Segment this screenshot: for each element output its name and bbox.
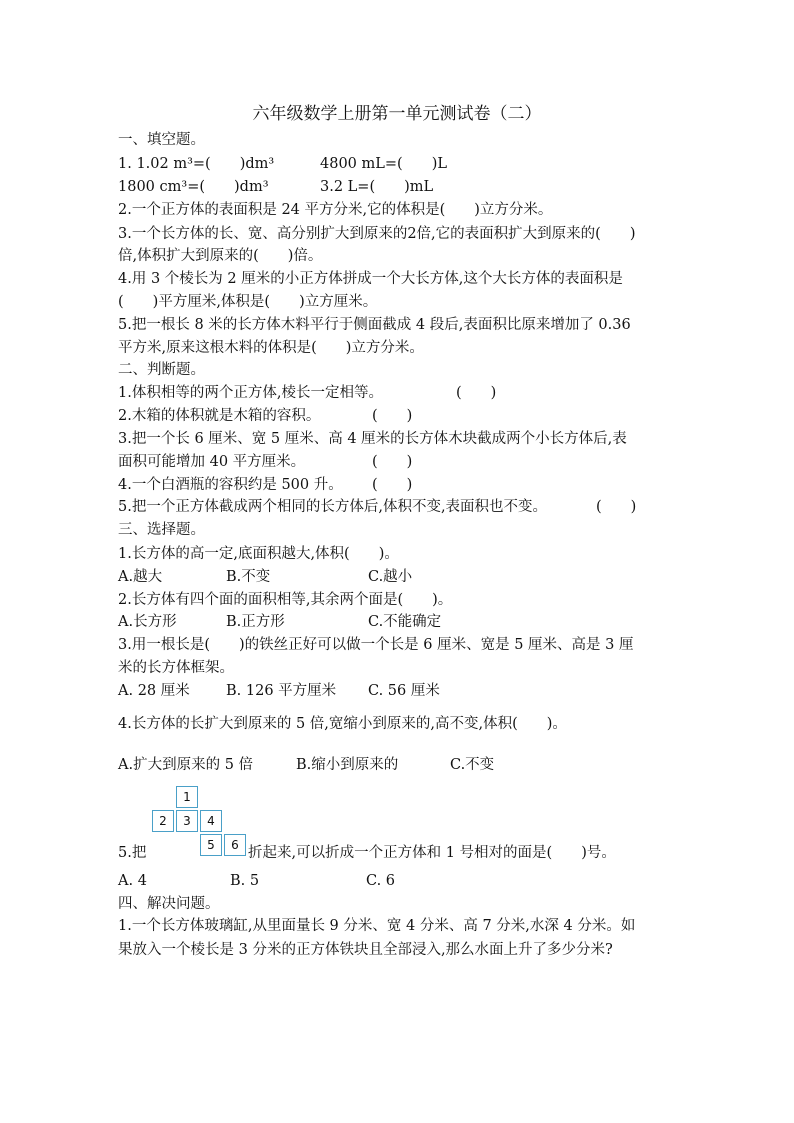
fill-q4-line1: 4.用 3 个棱长为 2 厘米的小正方体拼成一个大长方体,这个大长方体的表面积是 [118, 271, 623, 287]
section-heading-solve: 四、解决问题。 [118, 896, 220, 912]
net-cell-3: 3 [176, 810, 198, 832]
choice-q3-line2: 米的长方体框架。 [118, 660, 234, 676]
choice-q2-option-b: B.正方形 [226, 614, 285, 630]
choice-q2-option-c: C.不能确定 [368, 614, 442, 630]
fill-q2: 2.一个正方体的表面积是 24 平方分米,它的体积是( )立方分米。 [118, 202, 553, 218]
judge-q2-text: 2.木箱的体积就是木箱的容积。 [118, 408, 321, 424]
choice-q4: 4.长方体的长扩大到原来的 5 倍,宽缩小到原来的,高不变,体积( )。 [118, 716, 567, 732]
choice-q3-option-a: A. 28 厘米 [118, 683, 190, 699]
judge-q3-line2 [118, 452, 678, 472]
choice-q5 [118, 843, 678, 863]
fill-q1c: 1800 cm³=( )dm³ [118, 179, 269, 195]
choice-q4-option-a: A.扩大到原来的 5 倍 [118, 757, 254, 773]
judge-q1 [118, 383, 678, 403]
section-heading-fill: 一、填空题。 [118, 132, 205, 148]
judge-q5-text: 5.把一个正方体截成两个相同的长方体后,体积不变,表面积也不变。 [118, 499, 548, 515]
choice-q1-option-a: A.越大 [118, 569, 163, 585]
net-cell-4: 4 [200, 810, 222, 832]
fill-q5-line2: 平方米,原来这根木料的体积是( )立方分米。 [118, 340, 424, 356]
fill-q1d: 3.2 L=( )mL [320, 179, 434, 195]
choice-q1-option-b: B.不变 [226, 569, 271, 585]
choice-q1: 1.长方体的高一定,底面积越大,体积( )。 [118, 546, 399, 562]
judge-q1-text: 1.体积相等的两个正方体,棱长一定相等。 [118, 385, 383, 401]
judge-q3-answer-blank: ( ) [372, 454, 413, 470]
choice-q5-option-a: A. 4 [118, 873, 147, 889]
choice-q2-option-a: A.长方形 [118, 614, 177, 630]
judge-q2 [118, 406, 678, 426]
judge-q5 [118, 497, 678, 517]
fill-q3-line2: 倍,体积扩大到原来的( )倍。 [118, 248, 323, 264]
choice-q5-text: 折起来,可以折成一个正方体和 1 号相对的面是( )号。 [248, 845, 616, 861]
fill-q1-row2 [118, 177, 678, 197]
net-cell-6: 6 [224, 834, 246, 856]
choice-q3-line1: 3.用一根长是( )的铁丝正好可以做一个长是 6 厘米、宽是 5 厘米、高是 3 厘 [118, 637, 634, 653]
choice-q2: 2.长方体有四个面的面积相等,其余两个面是( )。 [118, 592, 453, 608]
fill-q1b: 4800 mL=( )L [320, 156, 447, 172]
judge-q2-answer-blank: ( ) [372, 408, 413, 424]
section-heading-judge: 二、判断题。 [118, 362, 205, 378]
judge-q4-answer-blank: ( ) [372, 477, 413, 493]
choice-q5-option-c: C. 6 [366, 873, 396, 889]
choice-q4-option-b: B.缩小到原来的 [296, 757, 399, 773]
judge-q4 [118, 475, 678, 495]
choice-q5-option-b: B. 5 [230, 873, 260, 889]
section-heading-choice: 三、选择题。 [118, 522, 205, 538]
choice-q1-option-c: C.越小 [368, 569, 413, 585]
judge-q5-answer-blank: ( ) [596, 499, 637, 515]
solve-q1-line2: 果放入一个棱长是 3 分米的正方体铁块且全部浸入,那么水面上升了多少分米? [118, 942, 613, 958]
fill-q1-row1 [118, 154, 678, 174]
judge-q4-text: 4.一个白酒瓶的容积约是 500 升。 [118, 477, 343, 493]
choice-q3-option-c: C. 56 厘米 [368, 683, 440, 699]
net-cell-5: 5 [200, 834, 222, 856]
choice-q5-prefix: 5.把 [118, 845, 147, 861]
judge-q3-line1: 3.把一个长 6 厘米、宽 5 厘米、高 4 厘米的长方体木块截成两个小长方体后,表 [118, 431, 627, 447]
fill-q3-line1: 3.一个长方体的长、宽、高分别扩大到原来的2倍,它的表面积扩大到原来的( ) [118, 226, 636, 242]
page-title: 六年级数学上册第一单元测试卷（二） [252, 104, 542, 124]
fill-q5-line1: 5.把一根长 8 米的长方体木料平行于侧面截成 4 段后,表面积比原来增加了 0.36 [118, 317, 631, 333]
judge-q1-answer-blank: ( ) [456, 385, 497, 401]
fill-q1a: 1. 1.02 m³=( )dm³ [118, 156, 275, 172]
net-cell-1: 1 [176, 786, 198, 808]
choice-q4-option-c: C.不变 [450, 757, 495, 773]
net-cell-2: 2 [152, 810, 174, 832]
fill-q4-line2: ( )平方厘米,体积是( )立方厘米。 [118, 294, 378, 310]
choice-q3-option-b: B. 126 平方厘米 [226, 683, 337, 699]
solve-q1-line1: 1.一个长方体玻璃缸,从里面量长 9 分米、宽 4 分米、高 7 分米,水深 4 分米。如 [118, 918, 636, 934]
judge-q3-text: 面积可能增加 40 平方厘米。 [118, 454, 306, 470]
